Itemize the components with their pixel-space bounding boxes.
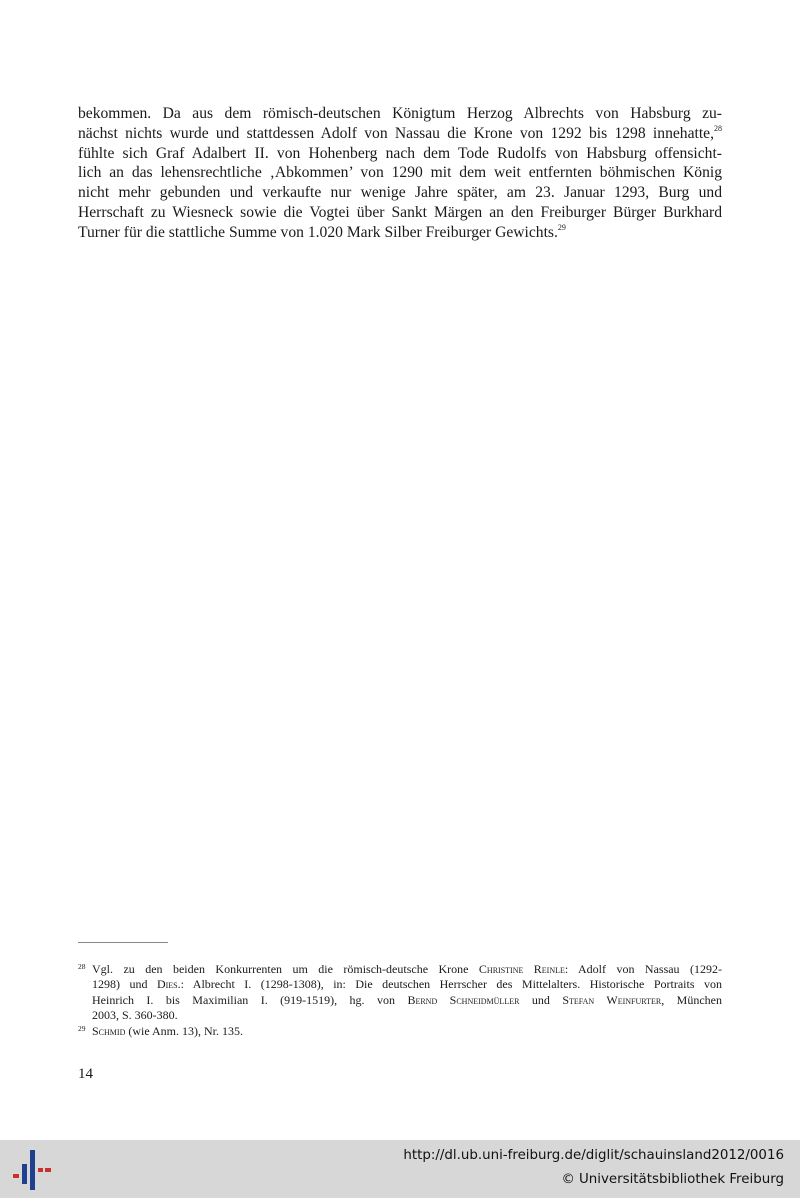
body-paragraph — [78, 104, 722, 243]
author-name: Schmid — [92, 1023, 126, 1038]
footnote-line: Schmid (wie Anm. 13), Nr. 135. — [92, 1023, 243, 1038]
footer-bar — [0, 1140, 800, 1198]
footnote-line: Vgl. zu den beiden Konkurrenten um die römisch-deutsche Krone Christine Reinle: Adolf von Nassau (1292- — [92, 962, 722, 976]
body-line: nicht mehr gebunden und verkaufte nur wenige Jahre später, am 23. Januar 1293, Burg und — [78, 184, 722, 202]
footnote-number: 28 — [78, 962, 86, 971]
footnote-ref-28[interactable]: 28 — [714, 123, 722, 133]
footnote-28 — [78, 962, 722, 1024]
body-line: fühlte sich Graf Adalbert II. von Hohenberg nach dem Tode Rudolfs von Habsburg offensicht- — [78, 144, 722, 162]
body-line: lich an das lehensrechtliche ‚Abkommen’ von 1290 mit dem weit entfernten böhmischen König — [78, 164, 722, 182]
body-line: Turner für die stattliche Summe von 1.020 Mark Silber Freiburger Gewichts.$^{29}$ — [78, 222, 566, 241]
footnote-line: 1298) und Dies.: Albrecht I. (1298-1308), in: Die deutschen Herrscher des Mittelalters. Historische Portraits von — [92, 977, 722, 992]
footnote-line: Heinrich I. bis Maximilian I. (919-1519), hg. von Bernd Schneidmüller und Stefan Weinfurter, München — [92, 992, 722, 1007]
footnote-ref-29[interactable]: 29 — [557, 222, 566, 232]
source-url-link[interactable]: http://dl.ub.uni-freiburg.de/diglit/schauinsland2012/0016 — [403, 1148, 784, 1163]
library-logo-icon[interactable] — [10, 1148, 52, 1192]
copyright-notice: © Universitätsbibliothek Freiburg — [561, 1172, 784, 1187]
footnote-line: 2003, S. 360-380. — [92, 1008, 178, 1023]
footnote-number: 29 — [78, 1023, 86, 1033]
footnotes — [78, 962, 722, 1039]
body-line: Herrschaft zu Wiesneck sowie die Vogtei über Sankt Märgen an den Freiburger Bürger Burkhard — [78, 203, 722, 221]
editor-name: Bernd Schneidmüller — [407, 992, 520, 1007]
copyright-icon: © — [561, 1172, 575, 1187]
editor-name: Stefan Weinfurter — [562, 992, 662, 1007]
footnote-29 — [78, 1024, 722, 1039]
author-name: Christine Reinle — [478, 962, 565, 976]
body-line: bekommen. Da aus dem römisch-deutschen Königtum Herzog Albrechts von Habsburg zu- — [78, 105, 722, 122]
footnote-separator — [78, 942, 168, 943]
body-line: nächst nichts wurde und stattdessen Adolf von Nassau die Krone von 1292 bis 1298 innehatte,$^{28}$ — [78, 123, 722, 142]
page-number: 14 — [78, 1066, 93, 1082]
author-name: Dies. — [156, 977, 181, 992]
